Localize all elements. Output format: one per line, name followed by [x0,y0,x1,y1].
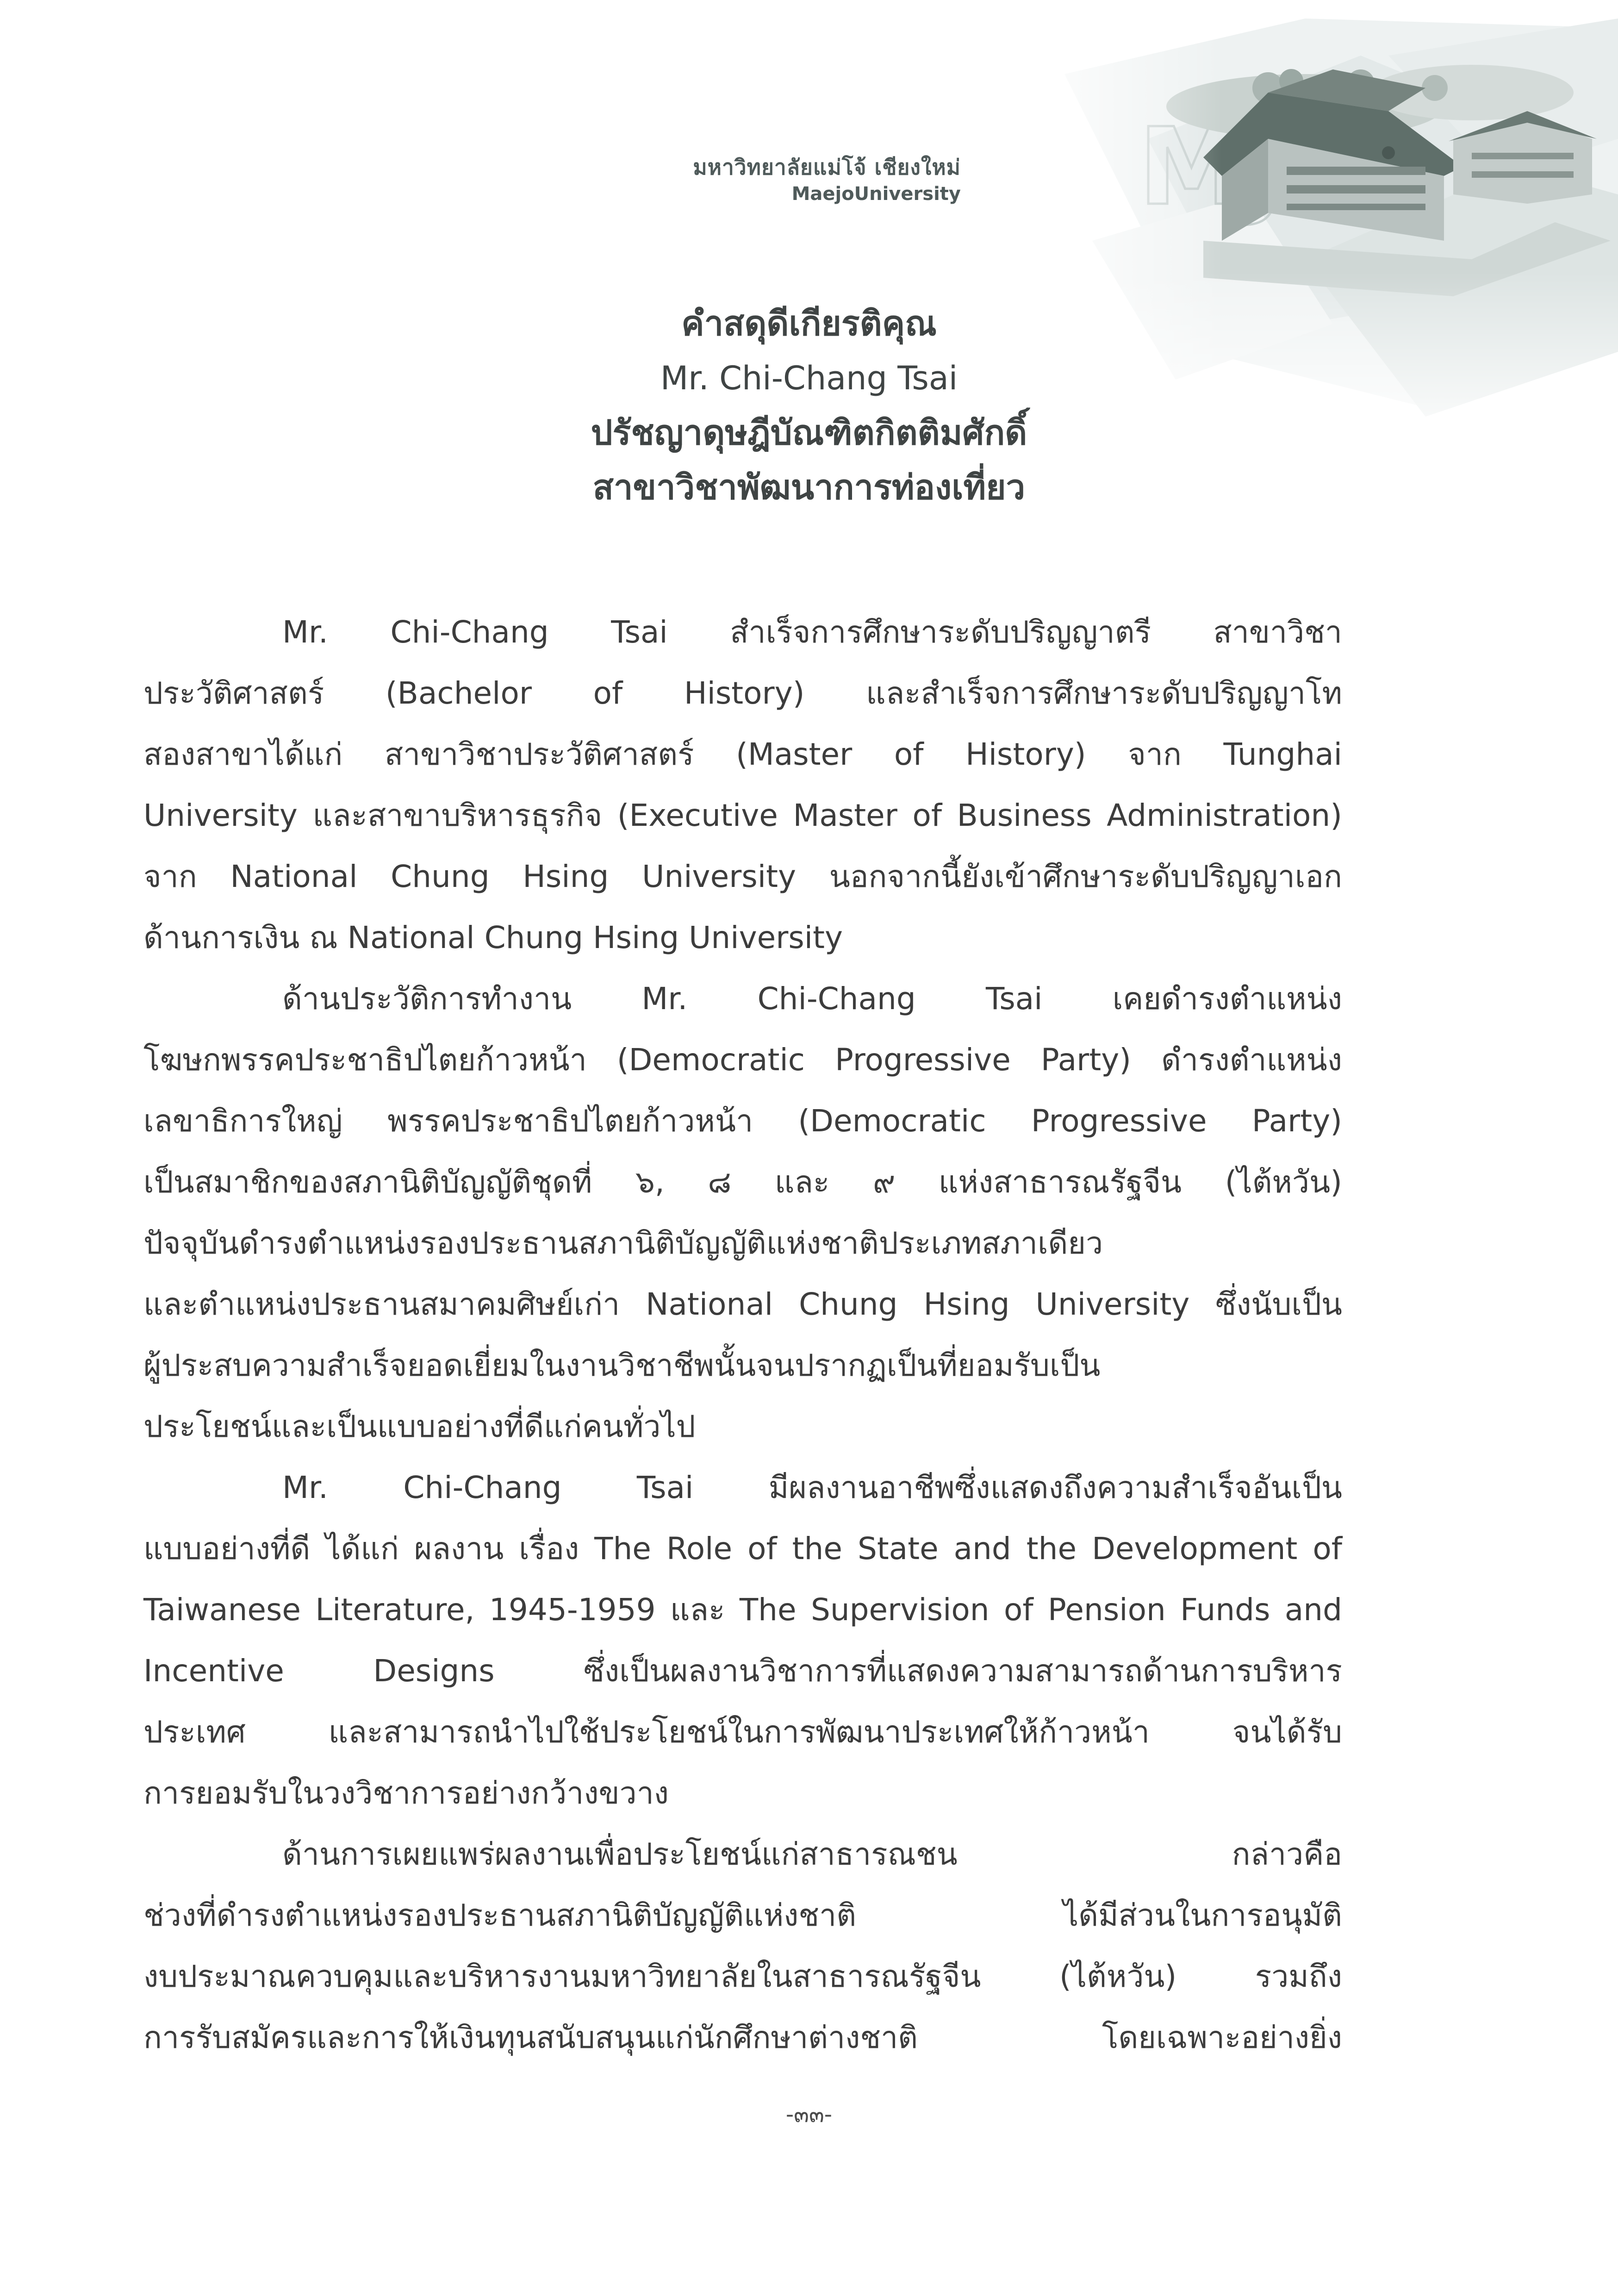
degree-title: ปรัชญาดุษฎีบัณฑิตกิตติมศักดิ์ [591,413,1027,453]
text-line: ประวัติศาสตร์ (Bachelor of History) และสำเร็จการศึกษาระดับปริญญาโท [143,675,1342,711]
paragraph-works [143,1457,1342,1824]
field-of-study: สาขาวิชาพัฒนาการท่องเที่ยว [592,468,1026,507]
text-line: แบบอย่างที่ดี ได้แก่ ผลงาน เรื่อง The Role of the State and the Development of [143,1531,1342,1566]
text-line: ปัจจุบันดำรงตำแหน่งรองประธานสภานิติบัญญัติแห่งชาติประเภทสภาเดียว [143,1225,1103,1261]
text-line: ผู้ประสบความสำเร็จยอดเยี่ยมในงานวิชาชีพนั้นจนปรากฏเป็นที่ยอมรับเป็น [143,1348,1101,1383]
university-name-english: MaejoUniversity [791,183,961,205]
citation-body [143,602,1342,2068]
text-line: Mr. Chi-Chang Tsai สำเร็จการศึกษาระดับปริญญาตรี สาขาวิชา [282,614,1342,650]
text-line: ประโยชน์และเป็นแบบอย่างที่ดีแก่คนทั่วไป [143,1409,696,1444]
text-line: ด้านประวัติการทำงาน Mr. Chi-Chang Tsai เคยดำรงตำแหน่ง [282,981,1342,1017]
text-line: Incentive Designs ซึ่งเป็นผลงานวิชาการที่แสดงความสามารถด้านการบริหาร [143,1653,1342,1689]
university-logo-text [693,153,961,206]
university-name-thai: มหาวิทยาลัยแม่โจ้ เชียงใหม่ [693,155,961,180]
text-line: Mr. Chi-Chang Tsai มีผลงานอาชีพซึ่งแสดงถึงความสำเร็จอันเป็น [282,1470,1342,1505]
paragraph-education [143,602,1342,968]
paragraph-career [143,968,1342,1457]
text-line: งบประมาณควบคุมและบริหารงานมหาวิทยาลัยในสาธารณรัฐจีน (ไต้หวัน) รวมถึง [143,1959,1342,1994]
text-line: ด้านการเงิน ณ National Chung Hsing University [143,920,843,955]
text-line: เลขาธิการใหญ่ พรรคประชาธิปไตยก้าวหน้า (Democratic Progressive Party) [143,1103,1342,1139]
text-line: ช่วงที่ดำรงตำแหน่งรองประธานสภานิติบัญญัติแห่งชาติ ได้มีส่วนในการอนุมัติ [143,1897,1342,1933]
text-line: โฆษกพรรคประชาธิปไตยก้าวหน้า (Democratic Progressive Party) ดำรงตำแหน่ง [143,1042,1342,1078]
honoree-name: Mr. Chi-Chang Tsai [660,359,958,397]
text-line: สองสาขาได้แก่ สาขาวิชาประวัติศาสตร์ (Master of History) จาก Tunghai [143,736,1342,772]
text-line: และตำแหน่งประธานสมาคมศิษย์เก่า National Chung Hsing University ซึ่งนับเป็น [143,1286,1342,1322]
text-line: จาก National Chung Hsing University นอกจากนี้ยังเข้าศึกษาระดับปริญญาเอก [143,859,1342,894]
citation-title-block [0,296,1618,515]
citation-heading: คำสดุดีเกียรติคุณ [681,304,937,343]
page-number: -๓๓- [785,2102,833,2128]
text-line: ด้านการเผยแพร่ผลงานเพื่อประโยชน์แก่สาธารณชน กล่าวคือ [282,1836,1342,1872]
text-line: เป็นสมาชิกของสภานิติบัญญัติชุดที่ ๖, ๘ และ ๙ แห่งสาธารณรัฐจีน (ไต้หวัน) [143,1164,1342,1200]
paragraph-public-service [143,1824,1342,2068]
text-line: การรับสมัครและการให้เงินทุนสนับสนุนแก่นักศึกษาต่างชาติ โดยเฉพาะอย่างยิ่ง [143,2020,1342,2055]
text-line: Taiwanese Literature, 1945-1959 และ The Supervision of Pension Funds and [143,1592,1342,1628]
text-line: การยอมรับในวงวิชาการอย่างกว้างขวาง [143,1775,669,1811]
text-line: University และสาขาบริหารธุรกิจ (Executive Master of Business Administration) [143,798,1342,833]
text-line: ประเทศ และสามารถนำไปใช้ประโยชน์ในการพัฒนาประเทศให้ก้าวหน้า จนได้รับ [143,1714,1342,1750]
